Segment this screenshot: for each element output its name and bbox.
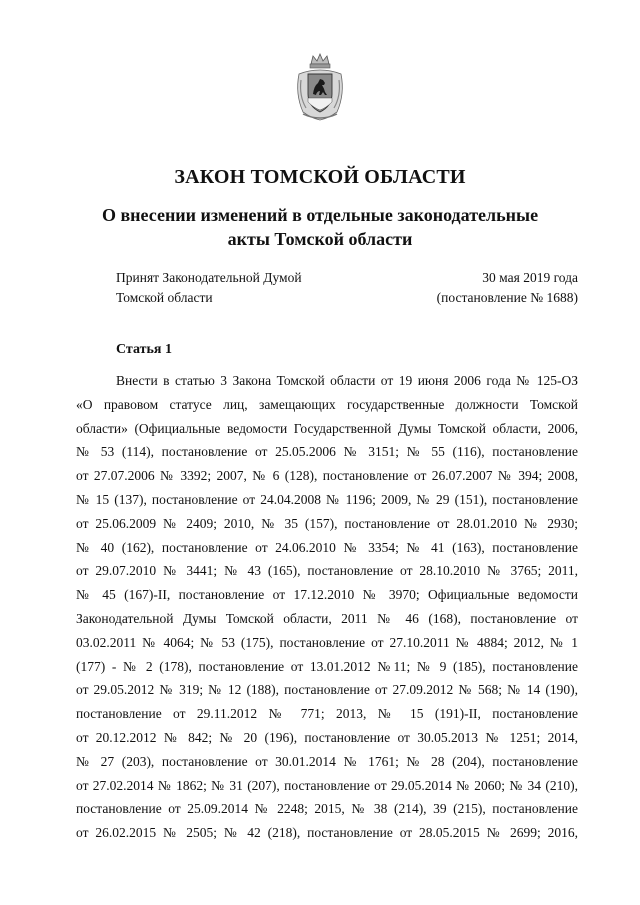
article-line: от 29.05.2012 № 319; № 12 (188), постановление от 27.09.2012 № 568; № 14 (190),: [76, 682, 578, 698]
adoption-date: [380, 268, 578, 308]
article-line: 03.02.2011 № 4064; № 53 (175), постановление от 27.10.2011 № 4884; 2012, № 1: [76, 634, 578, 650]
law-title: ЗАКОН ТОМСКОЙ ОБЛАСТИ: [174, 166, 466, 188]
article-line: от 26.02.2015 № 2505; № 42 (218), постановление от 28.05.2015 № 2699; 2016,: [76, 825, 578, 841]
article-line: «О правовом статусе лиц, замещающих государственные должности Томской: [76, 396, 578, 412]
law-subtitle-line: акты Томской области: [227, 229, 413, 249]
article-line: области» (Официальные ведомости Государственной Думы Томской области, 2006,: [76, 420, 578, 436]
article-line: № 45 (167)-II, постановление от 17.12.2010 № 3970; Официальные ведомости: [76, 587, 578, 603]
article-line: от 27.02.2014 № 1862; № 31 (207), постановление от 29.05.2014 № 2060; № 34 (210),: [76, 777, 578, 793]
article-line: от 20.12.2012 № 842; № 20 (196), постановление от 30.05.2013 № 1251; 2014,: [76, 729, 578, 745]
article-line: Внести в статью 3 Закона Томской области от 19 июня 2006 года № 125-ОЗ: [116, 373, 578, 388]
article-line: (177) - № 2 (178), постановление от 13.01.2012 №11; № 9 (185), постановление: [76, 658, 578, 674]
adopted-by-line: Томской области: [116, 290, 213, 305]
article-line: от 25.06.2009 № 2409; 2010, № 35 (157), постановление от 28.01.2010 № 2930;: [76, 515, 578, 531]
adopted-by: [116, 268, 376, 308]
article-line: от 29.07.2010 № 3441; № 43 (165), постановление от 28.10.2010 № 3765; 2011,: [76, 563, 578, 579]
coat-of-arms-icon: [291, 50, 349, 122]
article-line: Законодательной Думы Томской области, 2011 № 46 (168), постановление от: [76, 610, 578, 626]
article-body: [76, 369, 578, 845]
adoption-date-line: 30 мая 2019 года: [482, 270, 578, 285]
article-line: № 27 (203), постановление от 30.01.2014 № 1761; № 28 (204), постановление: [76, 753, 578, 769]
law-subtitle-line: О внесении изменений в отдельные законодательные: [101, 205, 539, 225]
article-line: № 15 (137), постановление от 24.04.2008 № 1196; 2009, № 29 (151), постановление: [76, 491, 578, 507]
article-line: постановление от 25.09.2014 № 2248; 2015, № 38 (214), 39 (215), постановление: [76, 801, 578, 817]
article-line: № 53 (114), постановление от 25.05.2006 № 3151; № 55 (116), постановление: [76, 444, 578, 460]
law-subtitle: [60, 203, 580, 251]
article-line: постановление от 29.11.2012 № 771; 2013, № 15 (191)-II, постановление: [76, 706, 578, 722]
resolution-number: (постановление № 1688): [436, 290, 578, 305]
article-line: № 40 (162), постановление от 24.06.2010 № 3354; № 41 (163), постановление: [76, 539, 578, 555]
adopted-by-line: Принят Законодательной Думой: [116, 270, 302, 285]
article-heading: Статья 1: [116, 342, 172, 357]
article-line: от 27.07.2006 № 3392; 2007, № 6 (128), постановление от 26.07.2007 № 394; 2008,: [76, 468, 578, 484]
